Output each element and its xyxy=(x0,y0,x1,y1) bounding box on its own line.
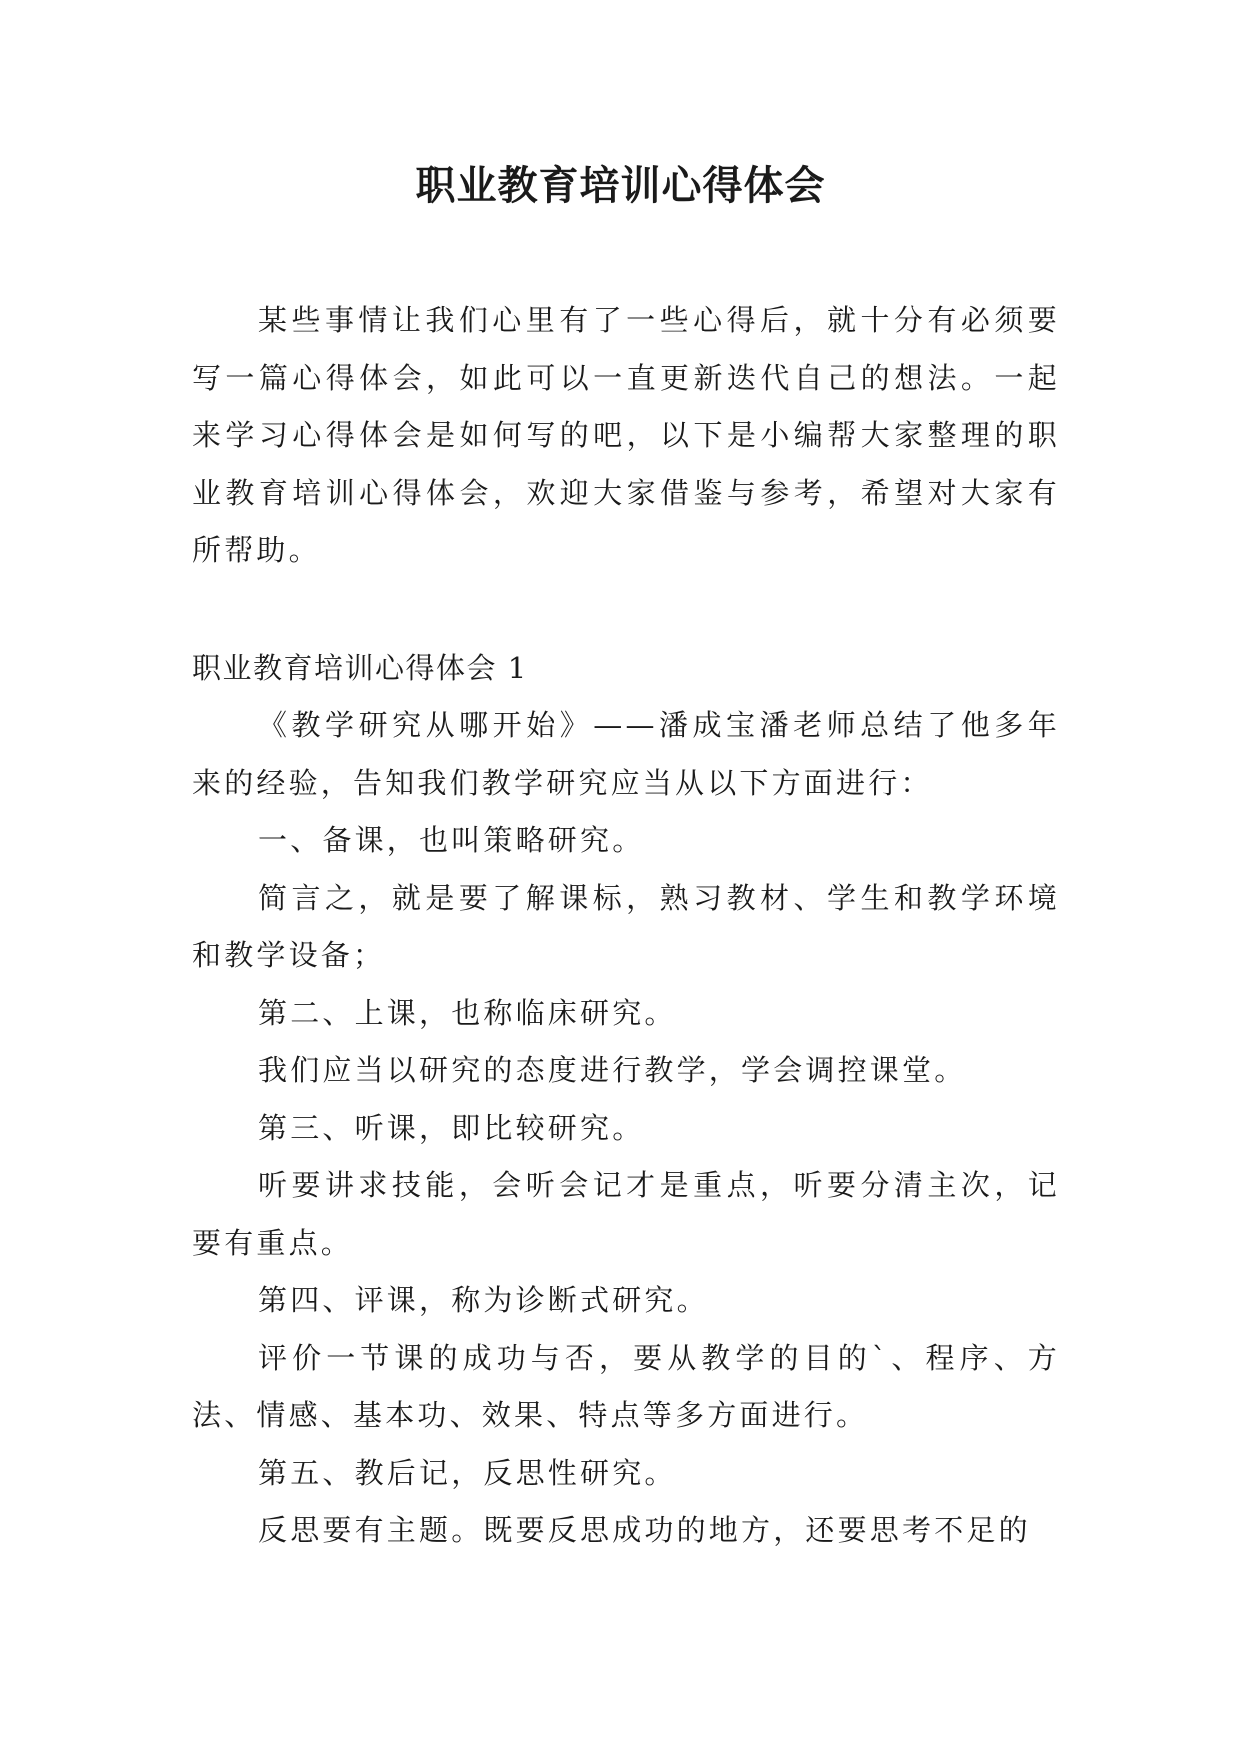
page-title: 职业教育培训心得体会 xyxy=(415,162,826,209)
paragraph: 简言之，就是要了解课标，熟习教材、学生和教学环境和教学设备； xyxy=(192,880,1060,972)
paragraph: 一、备课，也叫策略研究。 xyxy=(258,823,645,857)
paragraph: 我们应当以研究的态度进行教学，学会调控课堂。 xyxy=(258,1053,967,1087)
intro-paragraph: 某些事情让我们心里有了一些心得后，就十分有必须要写一篇心得体会，如此可以一直更新迭代自己的想法。一起来学习心得体会是如何写的吧，以下是小编帮大家整理的职业教育培训心得体会，欢迎大家借鉴与参考，希望对大家有所帮助。 xyxy=(192,303,1060,567)
section-heading: 职业教育培训心得体会 1 xyxy=(192,651,528,685)
paragraph: 《教学研究从哪开始》——潘成宝潘老师总结了他多年来的经验，告知我们教学研究应当从以下方面进行： xyxy=(192,708,1060,800)
section-content xyxy=(192,697,1060,1560)
paragraph: 第四、评课，称为诊断式研究。 xyxy=(258,1283,709,1317)
paragraph: 第三、听课，即比较研究。 xyxy=(258,1110,645,1145)
paragraph: 反思要有主题。既要反思成功的地方，还要思考不足的 xyxy=(258,1513,1031,1547)
paragraph: 评价一节课的成功与否，要从教学的目的`、程序、方法、情感、基本功、效果、特点等多方面进行。 xyxy=(192,1340,1060,1432)
paragraph: 第五、教后记，反思性研究。 xyxy=(258,1455,677,1490)
paragraph: 第二、上课，也称临床研究。 xyxy=(258,995,677,1030)
paragraph: 听要讲求技能，会听会记才是重点，听要分清主次，记要有重点。 xyxy=(192,1168,1060,1260)
